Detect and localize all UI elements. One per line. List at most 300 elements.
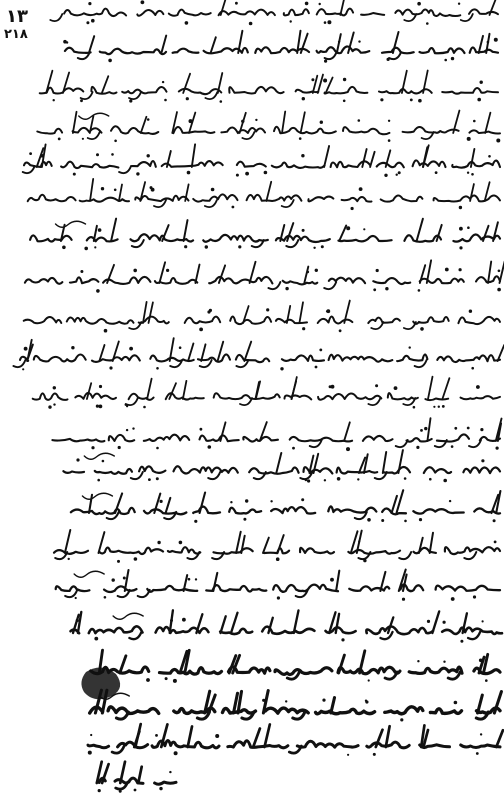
handwritten-word — [316, 709, 375, 713]
handwritten-word — [385, 707, 423, 714]
handwritten-word — [129, 394, 154, 400]
nuqta-dot — [276, 557, 280, 561]
handwritten-word — [109, 435, 134, 441]
nuqta-dot — [156, 477, 159, 480]
nuqta-dot — [476, 752, 479, 755]
descender-stroke — [325, 52, 337, 59]
handwritten-word — [413, 317, 449, 324]
nuqta-dot — [454, 701, 458, 705]
nuqta-dot — [243, 518, 246, 521]
ink-blot — [81, 667, 120, 699]
interlinear-note — [84, 453, 114, 459]
ascender-stroke — [479, 36, 483, 53]
ascender-stroke — [442, 378, 449, 399]
nuqta-dot — [91, 446, 94, 449]
handwritten-word — [230, 317, 271, 325]
handwritten-word — [37, 129, 62, 134]
nuqta-dot — [376, 269, 379, 272]
nuqta-dot — [480, 81, 483, 84]
nuqta-dot — [320, 121, 323, 124]
nuqta-dot — [319, 3, 321, 5]
nuqta-dot — [451, 57, 454, 60]
nuqta-dot — [211, 188, 215, 192]
nuqta-dot — [445, 268, 449, 272]
nuqta-dot — [90, 734, 92, 736]
nuqta-dot — [235, 2, 238, 5]
ascender-stroke — [383, 452, 386, 473]
nuqta-dot — [109, 366, 112, 369]
ascender-stroke — [362, 149, 366, 167]
nuqta-dot — [71, 346, 74, 349]
nuqta-dot — [147, 154, 150, 157]
ascender-stroke — [265, 725, 270, 748]
nuqta-dot — [471, 367, 474, 370]
handwritten-word — [381, 195, 423, 201]
nuqta-dot — [270, 500, 272, 502]
handwritten-word — [434, 195, 500, 201]
ascender-stroke — [428, 377, 433, 399]
ascender-stroke — [331, 698, 335, 713]
nuqta-dot — [111, 153, 114, 156]
handwritten-word — [384, 467, 410, 473]
nuqta-dot — [126, 429, 128, 431]
handwritten-word — [122, 87, 166, 93]
nuqta-dot — [442, 405, 445, 408]
handwritten-word — [24, 317, 62, 323]
nuqta-dot — [245, 172, 249, 176]
nuqta-dot — [132, 427, 134, 429]
nuqta-dot — [358, 119, 361, 122]
handwritten-word — [414, 548, 436, 553]
nuqta-dot — [88, 2, 91, 5]
descender-stroke — [50, 14, 62, 21]
nuqta-dot — [424, 427, 427, 430]
nuqta-dot — [313, 247, 315, 249]
handwritten-word — [275, 668, 332, 675]
nuqta-dot — [108, 59, 112, 63]
nuqta-dot — [326, 310, 328, 312]
handwritten-word — [61, 162, 118, 168]
handwritten-word — [229, 508, 261, 514]
handwritten-word — [272, 163, 325, 168]
descender-stroke — [13, 360, 25, 367]
nuqta-dot — [435, 171, 438, 174]
nuqta-dot — [162, 81, 164, 83]
nuqta-dot — [91, 19, 95, 23]
handwritten-word — [318, 317, 353, 324]
descender-stroke — [119, 166, 131, 173]
nuqta-dot — [98, 789, 101, 792]
nuqta-dot — [429, 478, 432, 481]
ascender-stroke — [488, 262, 491, 284]
descender-stroke — [371, 322, 383, 329]
nuqta-dot — [375, 384, 378, 387]
handwritten-word — [155, 782, 176, 784]
nuqta-dot — [156, 447, 159, 450]
handwritten-word — [111, 126, 158, 134]
handwritten-word — [361, 13, 384, 15]
ascender-stroke — [211, 37, 216, 53]
nuqta-dot — [307, 271, 310, 274]
handwritten-word — [317, 46, 370, 53]
nuqta-dot — [75, 597, 77, 599]
ascender-stroke — [266, 182, 271, 201]
handwritten-word — [470, 47, 498, 52]
ascender-stroke — [87, 383, 91, 399]
nuqta-dot — [384, 174, 387, 177]
handwritten-word — [328, 506, 376, 512]
nuqta-dot — [143, 406, 146, 409]
handwritten-word — [276, 236, 330, 242]
nuqta-dot — [387, 58, 390, 61]
nuqta-dot — [255, 119, 257, 121]
handwritten-word — [100, 548, 163, 554]
nuqta-dot — [148, 478, 151, 481]
nuqta-dot — [413, 406, 416, 409]
handwritten-word — [463, 467, 500, 473]
ascender-stroke — [336, 571, 339, 591]
interlinear-note — [82, 493, 112, 499]
ascender-stroke — [397, 490, 404, 513]
nuqta-dot — [496, 447, 499, 450]
handwritten-word — [89, 626, 143, 633]
handwritten-word — [168, 547, 200, 553]
nuqta-dot — [80, 99, 83, 102]
ascender-stroke — [213, 573, 217, 591]
handwritten-word — [103, 277, 150, 284]
nuqta-dot — [321, 245, 324, 248]
descender-stroke — [324, 282, 336, 289]
handwritten-word — [461, 745, 500, 748]
descender-stroke — [129, 632, 141, 639]
handwritten-word — [132, 161, 156, 167]
ascender-stroke — [147, 379, 152, 399]
ascender-stroke — [282, 112, 285, 134]
nuqta-dot — [357, 478, 359, 480]
nuqta-dot — [358, 540, 360, 542]
nuqta-dot — [322, 699, 325, 702]
nuqta-dot — [134, 557, 138, 561]
nuqta-dot — [481, 459, 484, 462]
handwritten-word — [221, 127, 265, 133]
nuqta-dot — [307, 479, 310, 482]
handwriting-lines — [13, 0, 504, 789]
handwritten-word — [409, 667, 462, 673]
handwritten-word — [160, 668, 222, 675]
handwritten-word — [437, 434, 469, 441]
handwritten-word — [436, 586, 500, 591]
ascender-stroke — [236, 532, 241, 553]
nuqta-dot — [388, 139, 391, 142]
nuqta-dot — [363, 559, 366, 562]
handwritten-word — [397, 354, 427, 361]
nuqta-dot — [141, 0, 145, 4]
nuqta-dot — [394, 386, 398, 390]
nuqta-dot — [469, 310, 472, 313]
nuqta-dot — [454, 427, 457, 430]
ascender-stroke — [244, 342, 251, 361]
ascender-stroke — [344, 422, 350, 441]
nuqta-dot — [280, 367, 283, 370]
handwritten-word — [118, 742, 148, 748]
nuqta-dot — [129, 99, 132, 102]
handwritten-word — [214, 548, 253, 553]
handwritten-word — [87, 237, 118, 241]
nuqta-dot — [343, 100, 346, 103]
handwritten-word — [104, 586, 136, 592]
handwritten-word — [318, 394, 381, 400]
nuqta-dot — [101, 187, 104, 190]
nuqta-dot — [104, 329, 108, 333]
descender-stroke — [131, 472, 143, 479]
nuqta-dot — [187, 171, 191, 175]
nuqta-dot — [262, 699, 265, 702]
nuqta-dot — [488, 155, 491, 158]
nuqta-dot — [443, 479, 447, 483]
nuqta-dot — [363, 228, 365, 230]
handwritten-word — [147, 586, 197, 592]
nuqta-dot — [195, 578, 197, 580]
ascender-stroke — [221, 616, 226, 633]
nuqta-dot — [324, 60, 327, 63]
handwritten-word — [174, 466, 238, 473]
page-number: ۱۳ — [6, 6, 28, 27]
nuqta-dot — [301, 498, 304, 501]
handwritten-word — [442, 88, 498, 94]
nuqta-dot — [208, 445, 212, 449]
handwritten-word — [338, 667, 400, 674]
ascender-stroke — [470, 184, 474, 201]
nuqta-dot — [264, 171, 268, 175]
nuqta-dot — [249, 22, 253, 26]
handwritten-word — [144, 435, 189, 441]
nuqta-dot — [443, 661, 445, 663]
ascender-stroke — [195, 265, 199, 283]
handwritten-word — [273, 585, 338, 592]
ascender-stroke — [324, 146, 329, 167]
descender-stroke — [116, 782, 128, 789]
nuqta-dot — [290, 20, 292, 22]
handwritten-word — [382, 48, 414, 54]
nuqta-dot — [166, 269, 169, 272]
handwritten-word — [249, 467, 298, 473]
interlinear-note — [74, 571, 104, 577]
nuqta-dot — [338, 41, 340, 43]
ascender-stroke — [73, 112, 77, 133]
handwritten-word — [64, 9, 126, 16]
ascender-stroke — [500, 262, 504, 283]
handwritten-word — [203, 235, 267, 242]
descender-stroke — [23, 166, 35, 173]
nuqta-dot — [416, 446, 419, 449]
nuqta-dot — [477, 98, 481, 102]
handwritten-word — [437, 355, 500, 362]
nuqta-dot — [417, 660, 419, 662]
handwritten-word — [71, 508, 135, 514]
handwritten-word — [65, 48, 91, 53]
ascender-stroke — [483, 226, 489, 241]
ascender-stroke — [183, 381, 187, 399]
descender-stroke — [208, 472, 220, 479]
descender-stroke — [236, 360, 248, 367]
nuqta-dot — [473, 120, 476, 123]
handwritten-word — [342, 197, 372, 202]
nuqta-dot — [96, 153, 99, 156]
handwritten-word — [28, 195, 76, 201]
nuqta-dot — [302, 229, 305, 232]
descender-stroke — [464, 552, 476, 559]
nuqta-dot — [418, 99, 422, 103]
nuqta-dot — [467, 226, 470, 229]
ascender-stroke — [304, 267, 308, 283]
handwritten-word — [80, 198, 129, 202]
handwritten-word — [214, 393, 280, 399]
handwritten-word — [95, 469, 132, 474]
nuqta-dot — [337, 477, 341, 481]
handwritten-word — [30, 235, 72, 241]
nuqta-dot — [40, 154, 44, 158]
nuqta-dot — [136, 172, 139, 175]
ascender-stroke — [201, 344, 205, 361]
nuqta-dot — [443, 621, 446, 624]
ascender-stroke — [432, 611, 439, 633]
nuqta-dot — [480, 428, 483, 431]
nuqta-dot — [24, 347, 28, 351]
nuqta-dot — [189, 119, 193, 123]
ascender-stroke — [188, 727, 192, 748]
nuqta-dot — [473, 595, 476, 598]
nuqta-dot — [48, 405, 51, 408]
nuqta-dot — [323, 79, 327, 83]
handwritten-word — [317, 9, 353, 16]
nuqta-dot — [68, 558, 70, 560]
descender-stroke — [389, 52, 401, 59]
ascender-stroke — [111, 219, 116, 241]
handwritten-word — [445, 547, 500, 554]
nuqta-dot — [485, 679, 488, 682]
handwritten-word — [229, 87, 283, 94]
nuqta-dot — [76, 458, 79, 461]
handwritten-word — [52, 439, 104, 442]
nuqta-dot — [160, 500, 163, 503]
handwritten-word — [284, 9, 309, 15]
nuqta-dot — [117, 560, 120, 563]
handwritten-word — [420, 48, 465, 53]
nuqta-dot — [22, 368, 24, 370]
nuqta-dot — [76, 619, 79, 622]
nuqta-dot — [459, 227, 463, 231]
ascender-stroke — [141, 117, 147, 133]
ascender-stroke — [263, 538, 269, 553]
descender-stroke — [381, 632, 393, 639]
ascender-stroke — [161, 36, 166, 53]
ascender-stroke — [417, 219, 423, 241]
nuqta-dot — [169, 771, 171, 773]
ascender-stroke — [339, 226, 346, 242]
nuqta-dot — [53, 99, 55, 101]
ascender-stroke — [392, 496, 397, 513]
nuqta-dot — [410, 99, 413, 102]
handwritten-word — [329, 278, 365, 284]
interlinear-note — [113, 613, 143, 619]
nuqta-dot — [398, 171, 401, 174]
nuqta-dot — [292, 447, 295, 450]
nuqta-dot — [157, 541, 160, 544]
handwritten-word — [373, 278, 410, 284]
nuqta-dot — [119, 790, 122, 793]
nuqta-dot — [482, 620, 484, 622]
nuqta-dot — [380, 98, 383, 101]
nuqta-dot — [305, 2, 309, 6]
nuqta-dot — [409, 346, 411, 348]
nuqta-dot — [236, 174, 239, 177]
handwritten-word — [193, 507, 220, 514]
handwritten-word — [25, 278, 63, 284]
handwritten-word — [324, 87, 367, 94]
nuqta-dot — [156, 367, 159, 370]
nuqta-dot — [118, 446, 121, 449]
nuqta-dot — [388, 120, 390, 122]
nuqta-dot — [53, 403, 55, 405]
ascender-stroke — [65, 530, 70, 553]
nuqta-dot — [460, 640, 463, 643]
ascender-stroke — [119, 185, 122, 202]
nuqta-dot — [86, 21, 89, 24]
nuqta-dot — [241, 120, 244, 123]
ascender-stroke — [120, 656, 126, 673]
nuqta-dot — [451, 445, 454, 448]
handwritten-word — [363, 436, 393, 441]
handwritten-word — [150, 356, 193, 362]
nuqta-dot — [84, 247, 88, 251]
nuqta-dot — [451, 597, 455, 601]
ascender-stroke — [299, 302, 303, 323]
descender-stroke — [448, 672, 460, 679]
nuqta-dot — [112, 578, 115, 581]
nuqta-dot — [82, 138, 84, 140]
handwritten-word — [173, 127, 214, 133]
ascender-stroke — [388, 617, 393, 633]
handwritten-word — [228, 741, 288, 748]
ascender-stroke — [336, 614, 339, 633]
nuqta-dot — [302, 97, 305, 100]
handwritten-word — [200, 435, 239, 441]
nuqta-dot — [184, 245, 187, 248]
nuqta-dot — [186, 97, 189, 100]
nuqta-dot — [205, 245, 208, 248]
nuqta-dot — [188, 578, 191, 581]
nuqta-dot — [427, 620, 430, 623]
descender-stroke — [268, 282, 280, 289]
ascender-stroke — [393, 32, 399, 53]
folio-number: ۲۱۸ — [4, 27, 28, 42]
ascender-stroke — [340, 0, 344, 15]
handwritten-word — [297, 741, 358, 747]
handwritten-word — [458, 317, 500, 324]
nuqta-dot — [459, 268, 462, 271]
handwritten-word — [413, 509, 463, 514]
nuqta-dot — [147, 118, 150, 121]
nuqta-dot — [53, 386, 56, 389]
nuqta-dot — [94, 637, 98, 641]
handwritten-word — [382, 509, 406, 515]
nuqta-dot — [385, 287, 388, 290]
nuqta-dot — [400, 718, 403, 721]
nuqta-dot — [365, 700, 368, 703]
handwritten-word — [173, 49, 199, 53]
ascender-stroke — [420, 265, 425, 283]
nuqta-dot — [97, 479, 100, 482]
